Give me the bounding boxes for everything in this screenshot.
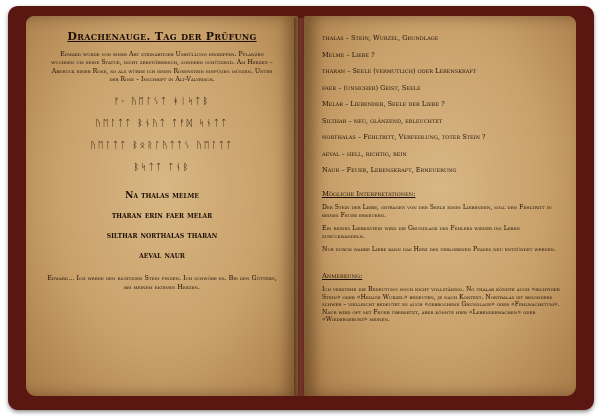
rune-line: ᚤᛖᛚᛏᛏ ᛒᚾᚤᛏ ᛏᚠᛞ ᛋᚾᛏᛏ bbox=[95, 119, 229, 130]
interpretation-paragraph: Ein reines Liebesstein wird die Grundlage des Fehlers wieder ins Leben zurückwandeln. bbox=[322, 225, 521, 240]
glossary-entry: Melar – Liebender, Seele der Liebe ? bbox=[322, 100, 445, 108]
interpretation-paragraph: Der Stein der Liebe, getragen von der Seele eines Liebenden, soll den Fehltritt in reines Feuer erneuern. bbox=[322, 204, 552, 219]
right-page bbox=[304, 16, 576, 396]
notes-paragraph: Ich verstehe die Bedeutung noch nicht vollständig. No thalar könnte auch «richtiger Stein» oder «Heilige Wurzel» bedeuten, je nach Kontext. Northalas ist besonders schwer – vielleicht bedeutet es auch «gebrochene Grundlage» oder «Fehlwachstum». Naur wird oft mit Feuer übersetzt, aber könnte hier «Lebenserwachen» oder «Wiedergeburt» meinen. bbox=[322, 285, 560, 324]
closing-vow: Edward… Ich werde den richtigen Stein finden. Ich schwöre es. Bei den Göttern, bei meinem eigenen Herzen. bbox=[47, 274, 277, 292]
valyrian-inscription bbox=[44, 94, 280, 176]
glossary-entry: aeval – hell, richtig, rein bbox=[322, 149, 407, 158]
glossary-entry: tharan – Seele (vermutlich) oder Lebenskraft bbox=[322, 67, 477, 75]
verse-line: aeval naur bbox=[139, 251, 185, 262]
intro-text: Edward wurde von einer Art steinartiger Umhüllung ergriffen. Pflanzen wuchsen um seine Statue, nicht zerstörerisch, sondern schützend. Am Herzen – Abdruck einer Rose, so als würde ich einen Rosenstein einfügen müssen. Unter der Rose – Inschrift in Alt-Valyrisch. bbox=[51, 51, 273, 83]
verse-line: Na thalas melme bbox=[125, 191, 199, 202]
rune-line: ᚠ· ᚤᛖᛚᛊᛏ ᚼᛁᛋᛏᛒ bbox=[114, 97, 210, 108]
verse-line: tharan erin faer melar bbox=[111, 211, 213, 222]
notes-heading: Anmerkung: bbox=[322, 271, 363, 280]
glossary-list bbox=[322, 32, 562, 176]
glossary-entry: Naur – Feuer, Lebenskraft, Erneuerung bbox=[322, 166, 457, 174]
rune-line: ᚤᛖᛚᛏᛏ ᛒᛟᚱᛚᚤᛏᛏᛊ ᚤᛖᛚᛏᛏ bbox=[90, 141, 234, 152]
glossary-entry: faer – (unsicher) Geist, Seele bbox=[322, 83, 421, 92]
interpretations-heading: Mögliche Interpretationen: bbox=[322, 190, 416, 198]
glossary-entry: Melme – Liebe ? bbox=[322, 50, 375, 59]
journal-book bbox=[8, 6, 594, 410]
glossary-entry: Silthar – neu, glänzend, erleuchtet bbox=[322, 116, 443, 125]
transliterated-verse bbox=[44, 188, 280, 264]
page-title: Drachenauge. Tag der Prüfung bbox=[67, 30, 257, 43]
verse-line: silthar northalas tharan bbox=[106, 231, 218, 242]
glossary-entry: northalas – Fehltritt, Verfehlung, toter Stein ? bbox=[322, 133, 486, 141]
left-page bbox=[26, 16, 298, 396]
glossary-entry: thalas – Stein, Wurzel, Grundlage bbox=[322, 34, 439, 42]
rune-line: ᛒᛋᛏᛏ ᛏᚾᛒ bbox=[133, 163, 191, 174]
interpretation-paragraph: Nur durch wahre Liebe kann das Herz des verlorenen Pfades neu entzündet werden. bbox=[322, 246, 556, 254]
